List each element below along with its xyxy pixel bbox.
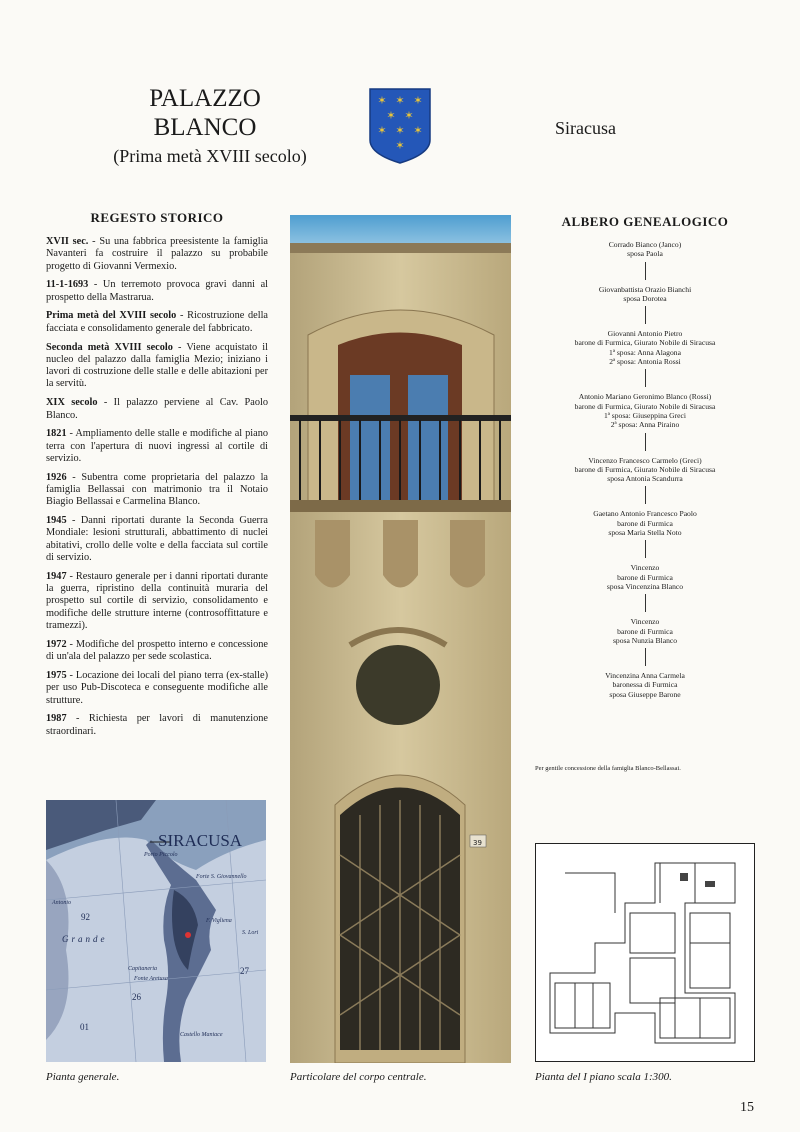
title-line-2: BLANCO <box>153 114 257 141</box>
svg-text:✶: ✶ <box>404 109 414 122</box>
map-label: 27 <box>240 966 249 976</box>
page-title <box>90 84 320 142</box>
regesto-entry: 1987 - Richiesta per lavori di manutenzione straordinari. <box>46 713 268 737</box>
map-label: Antonio <box>52 900 71 906</box>
svg-text:✶: ✶ <box>386 109 396 122</box>
regesto-entry: Seconda metà XVIII secolo - Viene acquistato il nucleo del palazzo dalla famiglia Mezio; iniziano i lavori di costruzione delle stalle e delle abitazioni per la servitù. <box>46 341 268 390</box>
tree-connector <box>645 594 646 612</box>
tree-connector <box>645 648 646 666</box>
plan-caption: Pianta del I piano scala 1:300. <box>535 1071 672 1083</box>
tree-node: Vincenzo barone di Furmica sposa Vincenzina Blanco <box>606 563 684 591</box>
map-label: Porto Piccolo <box>144 852 178 858</box>
facade-photo <box>290 215 511 1063</box>
city-label: Siracusa <box>555 118 616 138</box>
map-label: Grande <box>62 934 108 944</box>
page-subtitle: (Prima metà XVIII secolo) <box>113 146 307 166</box>
albero-heading: ALBERO GENEALOGICO <box>561 214 729 229</box>
map-label: F. Vigliena <box>206 918 232 924</box>
map-caption: Pianta generale. <box>46 1071 120 1083</box>
floor-plan-image <box>535 843 755 1062</box>
map-label: S. Lori <box>242 930 259 936</box>
regesto-entry: 1972 - Modifiche del prospetto interno e concessione di un'ala del palazzo per sede scolastica. <box>46 638 268 663</box>
coat-of-arms-icon <box>369 88 431 164</box>
map-label: 01 <box>80 1022 89 1032</box>
map-label: Capitaneria <box>128 966 158 972</box>
svg-text:✶: ✶ <box>395 139 405 152</box>
map-city-label: SIRACUSA <box>158 831 243 850</box>
svg-text:✶: ✶ <box>395 94 405 107</box>
map-label: Castello Maniace <box>180 1032 223 1038</box>
house-number: 39 <box>473 839 482 847</box>
svg-text:✶: ✶ <box>377 94 387 107</box>
svg-text:✶: ✶ <box>413 94 423 107</box>
tree-node: Giovanni Antonio Pietro barone di Furmica, Giurato Nobile di Siracusa 1ª sposa: Anna Alagona 2ª sposa: Antonia Rossi <box>574 329 716 367</box>
tree-connector <box>645 306 646 324</box>
tree-connector <box>645 540 646 558</box>
regesto-entry: XVII sec. - Su una fabbrica preesistente la famiglia Navanteri fa costruire il palazzo su probabile progetto di Giovanni Vermexio. <box>46 236 269 272</box>
tree-node: Vincenzo barone di Furmica sposa Nunzia Blanco <box>612 617 678 645</box>
regesto-entry: 1947 - Restauro generale per i danni riportati durante la guerra, ripristino della continuità muraria del prospetto sul cortile di servizio, consolidamento e modifiche delle strutture interne (controsoffittature e tramezzi). <box>46 570 268 632</box>
photo-caption: Particolare del corpo centrale. <box>290 1071 427 1083</box>
tree-node: Corrado Bianco (Janco) sposa Paola <box>608 240 682 259</box>
regesto-entry: 1821 - Ampliamento delle stalle e modifiche al piano terra con l'apertura di nuovi ingressi al cortile di servizio. <box>46 428 268 464</box>
tree-node: Antonio Mariano Geronimo Blanco (Rossi) barone di Furmica, Giurato Nobile di Siracusa 1ª sposa: Giuseppina Greci 2ª sposa: Anna Piraino <box>574 392 716 430</box>
tree-node: Vincenzina Anna Carmela baronessa di Furmica sposa Giuseppe Barone <box>605 671 685 699</box>
regesto-entry: XIX secolo - Il palazzo perviene al Cav. Paolo Blanco. <box>46 397 268 421</box>
regesto-heading: REGESTO STORICO <box>90 210 224 225</box>
svg-text:✶: ✶ <box>377 124 387 137</box>
tree-credit: Per gentile concessione della famiglia Blanco-Bellassai. <box>535 765 681 772</box>
tree-node: Vincenzo Francesco Carmelo (Greci) barone di Furmica, Giurato Nobile di Siracusa sposa Antonia Scandurra <box>574 455 716 484</box>
family-tree <box>535 240 755 699</box>
regesto-entry: 1945 - Danni riportati durante la Seconda Guerra Mondiale: lesioni strutturali, abbattimento di nuclei abitativi, crollo delle volte e della facciata sul cortile di servizio. <box>46 515 268 564</box>
svg-text:✶: ✶ <box>413 124 423 137</box>
regesto-entry: 11-1-1693 - Un terremoto provoca gravi danni al prospetto della Mastrarua. <box>46 279 268 303</box>
page-number: 15 <box>740 1100 754 1115</box>
tree-node: Giovanbattista Orazio Bianchi sposa Dorotea <box>598 284 692 303</box>
city-map-image <box>46 800 266 1062</box>
regesto-entry: 1926 - Subentra come proprietaria del palazzo la famiglia Bellassai con matrimonio tra il Notaio Biagio Bellassai e Carmelina Blanco. <box>46 471 268 508</box>
tree-node: Gaetano Antonio Francesco Paolo barone di Furmica sposa Maria Stella Noto <box>593 509 697 538</box>
map-label: Fonte Aretusa <box>134 976 168 982</box>
regesto-list <box>46 236 268 744</box>
tree-connector <box>645 262 646 280</box>
tree-connector <box>645 486 646 504</box>
map-label: Forte S. Giovannello <box>196 874 247 880</box>
map-label: 92 <box>81 912 90 922</box>
regesto-entry: Prima metà del XVIII secolo - Ricostruzione della facciata e consolidamento generale del fabbricato. <box>46 310 268 334</box>
svg-text:✶: ✶ <box>395 124 405 137</box>
map-label: 26 <box>132 992 141 1002</box>
tree-connector <box>645 369 646 387</box>
tree-connector <box>645 433 646 451</box>
regesto-entry: 1975 - Locazione dei locali del piano terra (ex-stalle) per uso Pub-Discoteca e conseguente modifiche alle strutture. <box>46 669 268 706</box>
title-line-1: PALAZZO <box>149 85 261 112</box>
